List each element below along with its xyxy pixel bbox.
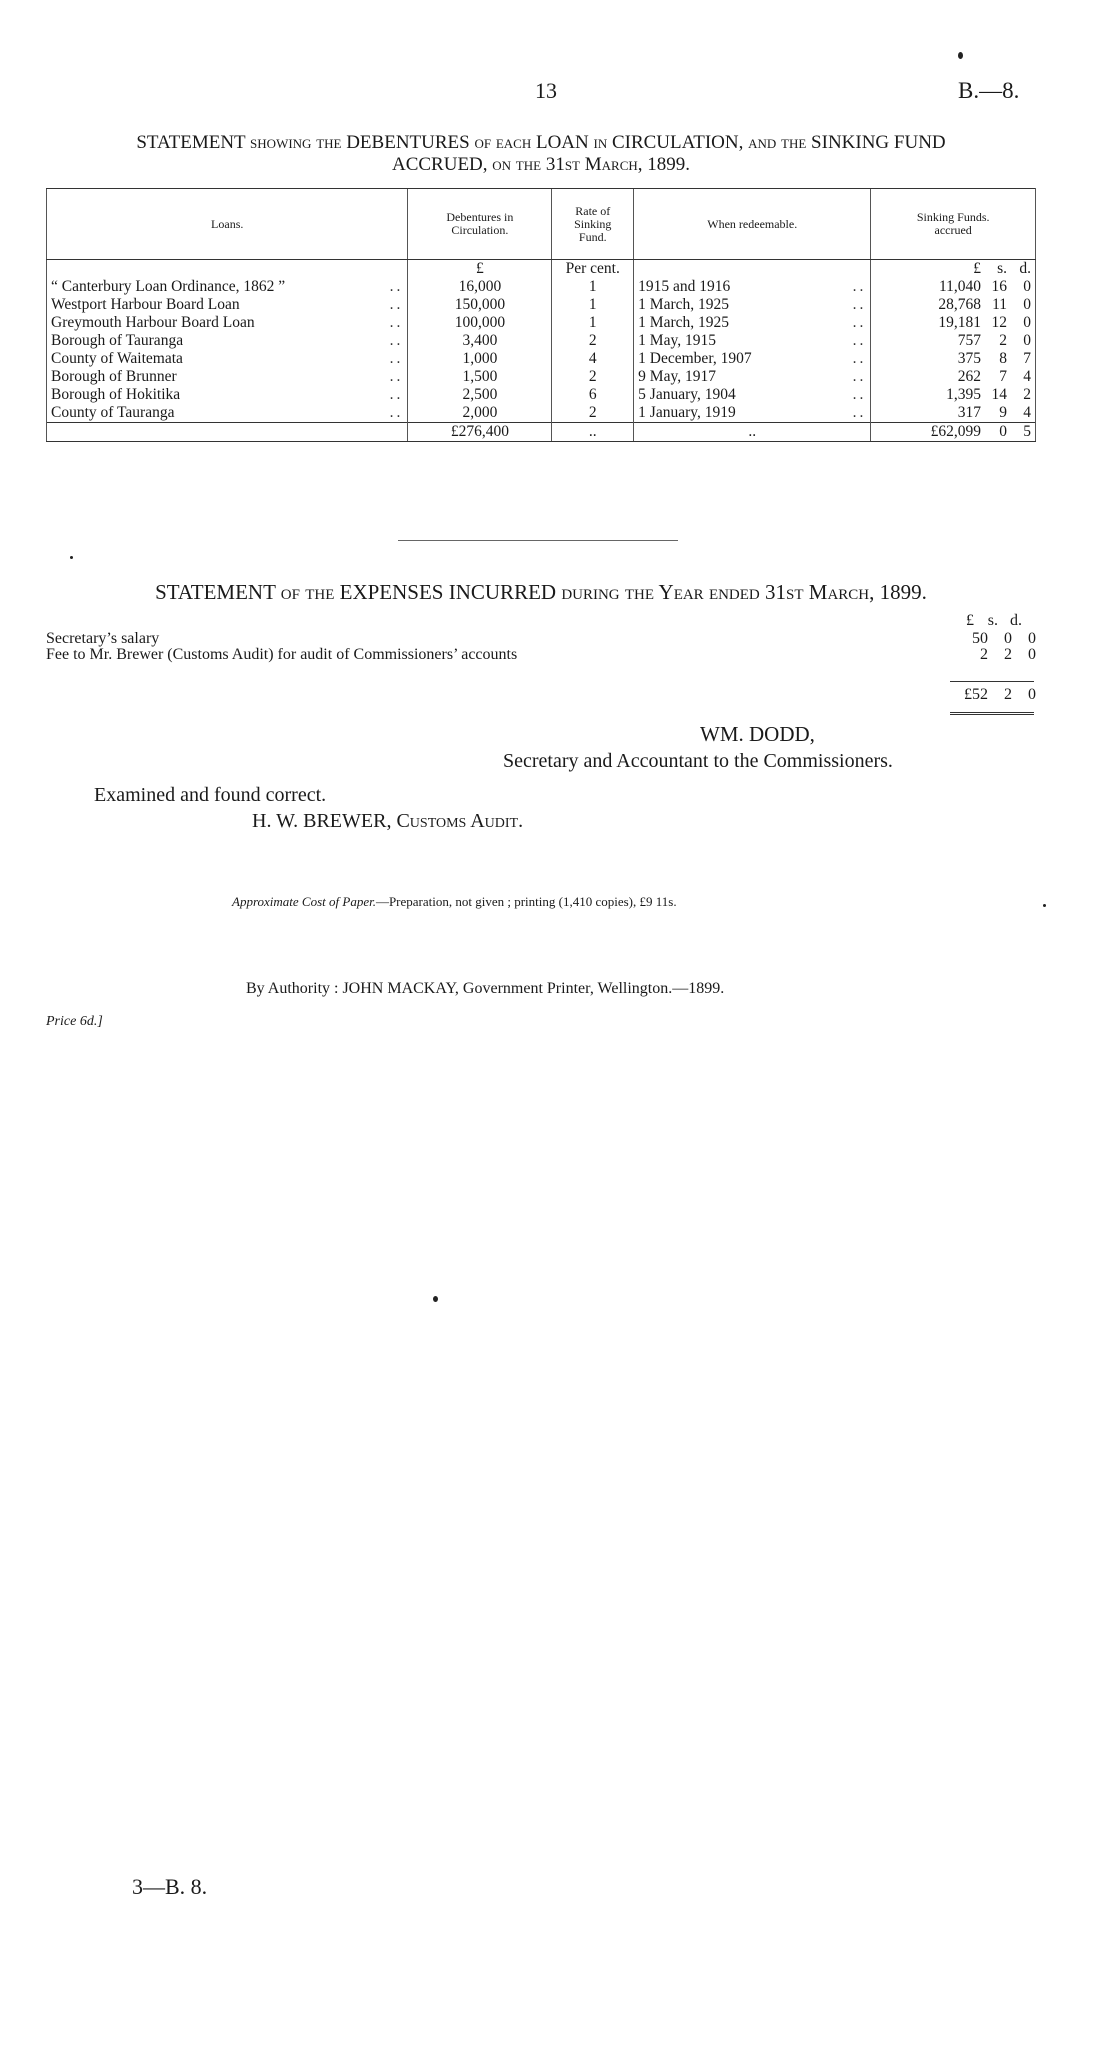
expense-label: Fee to Mr. Brewer (Customs Audit) for audit of Commissioners’ accounts bbox=[46, 646, 518, 663]
sinking-shillings: 8 bbox=[999, 350, 1007, 367]
when-redeemable: 9 May, 1917 bbox=[638, 368, 716, 385]
loan-name: Greymouth Harbour Board Loan bbox=[51, 314, 255, 331]
total-pence: 5 bbox=[1023, 423, 1031, 440]
table-row bbox=[47, 386, 1036, 404]
leader-dots: .. bbox=[389, 350, 404, 367]
sinking-cell bbox=[871, 332, 1036, 350]
statement1-title bbox=[46, 132, 1036, 176]
debentures-cell: 1,500 bbox=[408, 368, 552, 386]
leader-dots: .. bbox=[852, 332, 867, 349]
loan-name: Borough of Hokitika bbox=[51, 386, 181, 403]
page-number: 13 bbox=[535, 78, 557, 103]
expenses-units bbox=[940, 612, 1022, 630]
leader-dots: .. bbox=[852, 350, 867, 367]
sinking-pounds: 757 bbox=[957, 332, 981, 349]
loan-name-cell bbox=[47, 314, 408, 332]
total-pounds: £62,099 bbox=[930, 423, 981, 440]
when-cell bbox=[634, 404, 871, 423]
total-sinking bbox=[871, 423, 1036, 442]
total-shillings: 0 bbox=[999, 423, 1007, 440]
when-redeemable: 5 January, 1904 bbox=[638, 386, 736, 403]
loan-name-cell bbox=[47, 386, 408, 404]
sinking-cell bbox=[871, 404, 1036, 423]
expense-pounds: 50 bbox=[972, 630, 988, 647]
leader-dots: .. bbox=[852, 314, 867, 331]
debentures-cell: 100,000 bbox=[408, 314, 552, 332]
leader-dots: .. bbox=[389, 332, 404, 349]
expenses-total-rule bbox=[950, 681, 1034, 682]
table-row bbox=[47, 350, 1036, 368]
when-redeemable: 1 January, 1919 bbox=[638, 404, 736, 421]
total-rate: .. bbox=[552, 423, 634, 442]
units-row bbox=[47, 260, 1036, 279]
cost-of-paper bbox=[232, 894, 677, 910]
expense-pence: 0 bbox=[1028, 646, 1036, 663]
audit-statement: Examined and found correct. bbox=[94, 784, 327, 806]
debentures-cell: 2,500 bbox=[408, 386, 552, 404]
col-header-debentures-l2: Circulation. bbox=[451, 223, 509, 237]
sinking-shillings: 7 bbox=[999, 368, 1007, 385]
statement1-title-line2: ACCRUED, on the 31st March, 1899. bbox=[391, 154, 691, 175]
sinking-pence: 0 bbox=[1023, 296, 1031, 313]
debentures-cell: 2,000 bbox=[408, 404, 552, 423]
leader-dots: .. bbox=[852, 404, 867, 421]
sinking-pounds: 317 bbox=[957, 404, 981, 421]
statement1-title-line1: STATEMENT showing the DEBENTURES of each LOAN in CIRCULATION, and the SINKING FUND bbox=[136, 132, 946, 153]
exp-unit-shillings: s. bbox=[987, 612, 998, 629]
footer-code: 3—B. 8. bbox=[132, 1874, 208, 1899]
sinking-cell bbox=[871, 314, 1036, 332]
expense-shillings: 2 bbox=[1004, 646, 1012, 663]
loan-name: Borough of Brunner bbox=[51, 368, 177, 385]
price-note: Price 6d.] bbox=[46, 1014, 103, 1029]
sinking-cell bbox=[871, 278, 1036, 296]
debentures-cell: 16,000 bbox=[408, 278, 552, 296]
loan-name: County of Tauranga bbox=[51, 404, 175, 421]
sinking-pounds: 11,040 bbox=[938, 278, 981, 295]
sinking-cell bbox=[871, 386, 1036, 404]
expenses-total bbox=[946, 686, 1036, 704]
table-row bbox=[47, 314, 1036, 332]
section-divider bbox=[398, 540, 678, 541]
loan-name-cell bbox=[47, 278, 408, 296]
sinking-cell bbox=[871, 368, 1036, 386]
leader-dots: .. bbox=[852, 386, 867, 403]
unit-pence: d. bbox=[1019, 260, 1031, 277]
rate-cell: 2 bbox=[552, 368, 634, 386]
total-when: .. bbox=[634, 423, 871, 442]
statement2-title: STATEMENT of the EXPENSES INCURRED during the Year ended 31st March, 1899. bbox=[155, 580, 927, 604]
expense-pounds: 2 bbox=[980, 646, 988, 663]
table-row bbox=[47, 404, 1036, 423]
table-row bbox=[47, 296, 1036, 314]
rate-cell: 2 bbox=[552, 404, 634, 423]
when-cell bbox=[634, 368, 871, 386]
col-header-rate-l3: Fund. bbox=[578, 229, 607, 244]
when-cell bbox=[634, 386, 871, 404]
rate-cell: 1 bbox=[552, 314, 634, 332]
when-redeemable: 1 December, 1907 bbox=[638, 350, 752, 367]
when-cell bbox=[634, 314, 871, 332]
loan-name: “ Canterbury Loan Ordinance, 1862 ” bbox=[51, 278, 286, 295]
sinking-pounds: 1,395 bbox=[946, 386, 981, 403]
expense-item bbox=[46, 646, 1036, 664]
loan-name: Borough of Tauranga bbox=[51, 332, 184, 349]
col-header-loans: Loans. bbox=[47, 189, 408, 260]
leader-dots: .. bbox=[389, 314, 404, 331]
loan-name-cell bbox=[47, 368, 408, 386]
rate-cell: 2 bbox=[552, 332, 634, 350]
col-header-rate-l2: Sinking bbox=[574, 216, 612, 231]
leader-dots: .. bbox=[852, 296, 867, 313]
col-header-debentures-l1: Debentures in bbox=[446, 210, 514, 224]
sinking-shillings: 14 bbox=[991, 386, 1007, 403]
sinking-pounds: 262 bbox=[957, 368, 981, 385]
when-cell bbox=[634, 296, 871, 314]
total-debentures: £276,400 bbox=[408, 423, 552, 442]
loan-name: County of Waitemata bbox=[51, 350, 183, 367]
exp-unit-pence: d. bbox=[1010, 612, 1022, 629]
printer-authority: By Authority : JOHN MACKAY, Government Printer, Wellington.—1899. bbox=[246, 980, 725, 997]
sinking-shillings: 11 bbox=[992, 296, 1007, 313]
cost-text: —Preparation, not given ; printing (1,410 copies), £9 11s. bbox=[375, 894, 677, 909]
when-cell bbox=[634, 350, 871, 368]
table-row bbox=[47, 278, 1036, 296]
sinking-pence: 4 bbox=[1023, 368, 1031, 385]
col-header-debentures bbox=[408, 189, 552, 260]
print-speck bbox=[433, 1296, 438, 1302]
when-redeemable: 1 March, 1925 bbox=[638, 314, 729, 331]
sinking-pence: 7 bbox=[1023, 350, 1031, 367]
col-header-sinking bbox=[871, 189, 1036, 260]
exp-unit-pounds: £ bbox=[966, 612, 974, 629]
rate-cell: 1 bbox=[552, 296, 634, 314]
auditor-name: H. W. BREWER, Customs Audit. bbox=[252, 810, 524, 832]
sinking-pence: 0 bbox=[1023, 278, 1031, 295]
sinking-pounds: 19,181 bbox=[938, 314, 981, 331]
unit-debentures: £ bbox=[408, 260, 552, 279]
loan-name-cell bbox=[47, 332, 408, 350]
table-row bbox=[47, 368, 1036, 386]
sinking-cell bbox=[871, 296, 1036, 314]
sinking-pounds: 28,768 bbox=[938, 296, 981, 313]
when-redeemable: 1 March, 1925 bbox=[638, 296, 729, 313]
unit-shillings: s. bbox=[997, 260, 1007, 277]
sinking-shillings: 12 bbox=[991, 314, 1007, 331]
sinking-cell bbox=[871, 350, 1036, 368]
sinking-shillings: 16 bbox=[991, 278, 1007, 295]
signatory-name: WM. DODD, bbox=[700, 722, 815, 746]
loan-name: Westport Harbour Board Loan bbox=[51, 296, 240, 313]
debentures-cell: 150,000 bbox=[408, 296, 552, 314]
col-header-sinking-l2: accrued bbox=[934, 223, 972, 237]
leader-dots: .. bbox=[852, 368, 867, 385]
exp-total-pence: 0 bbox=[1028, 686, 1036, 703]
sinking-pence: 0 bbox=[1023, 332, 1031, 349]
rate-cell: 6 bbox=[552, 386, 634, 404]
rate-cell: 4 bbox=[552, 350, 634, 368]
loan-name-cell bbox=[47, 350, 408, 368]
expense-label: Secretary’s salary bbox=[46, 630, 160, 647]
expenses-double-rule bbox=[950, 712, 1034, 717]
exp-total-pounds: £52 bbox=[964, 686, 988, 703]
loan-name-cell bbox=[47, 404, 408, 423]
when-cell bbox=[634, 332, 871, 350]
leader-dots: .. bbox=[852, 278, 867, 295]
expense-shillings: 0 bbox=[1004, 630, 1012, 647]
print-speck bbox=[958, 52, 963, 59]
debentures-cell: 3,400 bbox=[408, 332, 552, 350]
unit-sinking bbox=[871, 260, 1036, 279]
total-row bbox=[47, 423, 1036, 442]
sinking-pence: 4 bbox=[1023, 404, 1031, 421]
print-speck bbox=[1043, 904, 1046, 907]
sinking-pence: 2 bbox=[1023, 386, 1031, 403]
signatory-title: Secretary and Accountant to the Commissioners. bbox=[503, 750, 893, 772]
col-header-rate bbox=[552, 189, 634, 260]
print-speck bbox=[70, 556, 73, 559]
table-header-row bbox=[47, 189, 1036, 260]
sinking-shillings: 9 bbox=[999, 404, 1007, 421]
loans-table bbox=[46, 188, 1036, 442]
sinking-pence: 0 bbox=[1023, 314, 1031, 331]
table-row bbox=[47, 332, 1036, 350]
unit-rate: Per cent. bbox=[552, 260, 634, 279]
loans-table-grid bbox=[46, 188, 1036, 442]
leader-dots: .. bbox=[389, 296, 404, 313]
leader-dots: .. bbox=[389, 278, 404, 295]
expense-pence: 0 bbox=[1028, 630, 1036, 647]
when-redeemable: 1 May, 1915 bbox=[638, 332, 716, 349]
when-cell bbox=[634, 278, 871, 296]
loan-name-cell bbox=[47, 296, 408, 314]
document-reference: B.—8. bbox=[958, 78, 1020, 103]
exp-total-shillings: 2 bbox=[1004, 686, 1012, 703]
unit-pounds: £ bbox=[973, 260, 981, 277]
col-header-sinking-l1: Sinking Funds. bbox=[916, 210, 990, 224]
cost-label: Approximate Cost of Paper. bbox=[232, 894, 376, 909]
rate-cell: 1 bbox=[552, 278, 634, 296]
leader-dots: .. bbox=[389, 368, 404, 385]
leader-dots: .. bbox=[389, 386, 404, 403]
col-header-when: When redeemable. bbox=[634, 189, 871, 260]
sinking-shillings: 2 bbox=[999, 332, 1007, 349]
when-redeemable: 1915 and 1916 bbox=[638, 278, 731, 295]
leader-dots: .. bbox=[389, 404, 404, 421]
col-header-rate-l1: Rate of bbox=[575, 203, 611, 218]
expense-amount bbox=[946, 646, 1036, 664]
sinking-pounds: 375 bbox=[957, 350, 981, 367]
debentures-cell: 1,000 bbox=[408, 350, 552, 368]
